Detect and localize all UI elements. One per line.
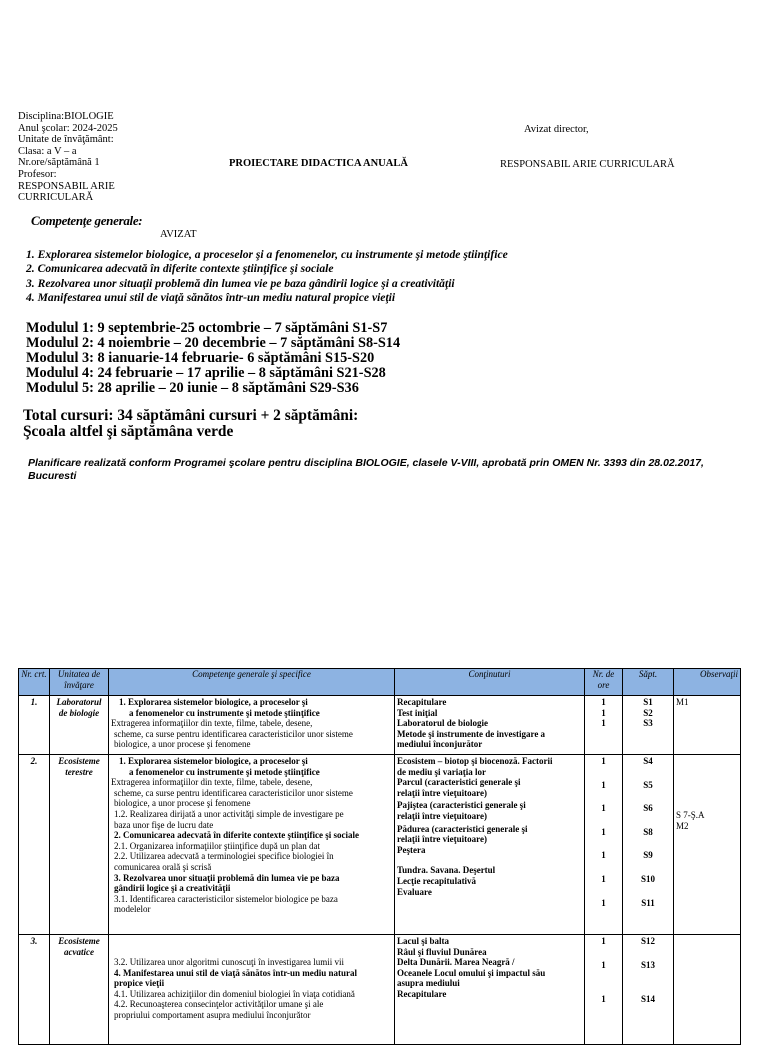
row-sapt (623, 755, 674, 935)
module-item: Modulul 5: 28 aprilie – 20 iunie – 8 săptămâni S29-S36 (26, 379, 359, 396)
comp-line: 4. Manifestarea unui stil de viaţă sănătos într-un mediu natural (114, 967, 358, 978)
disciplina-text: Disciplina:BIOLOGIE (18, 111, 114, 122)
comp-line: modelelor (114, 904, 151, 915)
nr-ore-text: Nr.ore/săptămână 1 (18, 157, 100, 169)
ore-value: 1 (601, 897, 606, 908)
row-obs (674, 755, 741, 935)
responsabil-text-1: RESPONSABIL ARIE (18, 180, 115, 192)
ore-value: 1 (601, 756, 606, 766)
ore-value: 1 (601, 826, 606, 837)
comp-line: 3. Rezolvarea unor situaţii problemă din lumea vie pe baza (114, 872, 340, 883)
ore-value: 1 (601, 994, 606, 1005)
comp-line: 3.1. Identificarea caracteristicilor sistemelor biologice pe baza (114, 893, 338, 904)
comp-line: 1. Explorarea sistemelor biologice, a proceselor şi (119, 697, 308, 707)
content-line: Laboratorul de biologie (397, 718, 489, 729)
content-line: de mediu şi variaţia lor (397, 766, 486, 777)
header-competente: Competenţe generale şi specifice (109, 669, 395, 696)
content-line: relaţii între vieţuitoare) (397, 810, 487, 821)
document-header-info (18, 111, 168, 204)
row-unit: Ecosisteme acvatice (50, 935, 109, 1045)
sapt-value: S5 (643, 779, 653, 790)
sapt-value: S14 (640, 994, 655, 1005)
comp-line: 4.1. Utilizarea achiziţiilor din domeniul biologiei în viaţa cotidiană (114, 988, 355, 999)
planning-table (18, 668, 741, 1045)
sapt-value: S13 (640, 959, 655, 970)
content-line: Râul şi fluviul Dunărea (397, 946, 487, 957)
row-continuturi (395, 935, 585, 1045)
sapt-value: S2 (643, 707, 653, 718)
avizat-text: AVIZAT (160, 229, 197, 240)
row-nr: 1. (19, 696, 50, 755)
content-line: Parcul (caracteristici generale şi (397, 777, 521, 788)
row-nr: 3. (19, 935, 50, 1045)
ore-value: 1 (601, 707, 606, 718)
header-continuturi: Conţinuturi (395, 669, 585, 696)
content-line: Lacul şi balta (397, 936, 450, 946)
content-line: Pajiştea (caracteristici generale şi (397, 800, 526, 811)
planificare-note: Planificare realizată conform Programei şcolare pentru disciplina BIOLOGIE, clasele V-VIII, aprobată prin OMEN Nr. 3393 din 28.02.2017, Bucuresti (28, 457, 704, 482)
responsabil-arie-text: RESPONSABIL ARIE CURRICULARĂ (500, 159, 675, 170)
header-nr: Nr. crt. (19, 669, 50, 696)
row-ore (585, 755, 623, 935)
comp-line: a fenomenelor cu instrumente şi metode ştiinţifice (129, 707, 320, 718)
competente-heading: Competenţe generale: (31, 213, 143, 228)
obs-line: S 7-Ş.A (676, 810, 705, 820)
content-line: Pădurea (caracteristici generale şi (397, 823, 528, 834)
sapt-value: S4 (643, 756, 653, 766)
unitate-text: Unitate de învăţământ: (18, 134, 114, 146)
obs-line: M2 (676, 820, 689, 831)
ore-value: 1 (601, 779, 606, 790)
content-line: Recapitulare (397, 697, 447, 707)
total-line-1: Total cursuri: 34 săptămâni cursuri + 2 săptămâni: (23, 407, 359, 424)
comp-line: propice vieţii (114, 978, 165, 989)
comp-line: 1. Explorarea sistemelor biologice, a proceselor şi (119, 756, 308, 766)
module-item: Modulul 4: 24 februarie – 17 aprilie – 8 săptămâni S21-S28 (26, 364, 386, 381)
ore-value: 1 (601, 850, 606, 861)
row-sapt (623, 935, 674, 1045)
header-unitate: Unitatea de învăţare (50, 669, 109, 696)
comp-line: 1.2. Realizarea dirijată a unor activităţi simple de investigare pe (114, 808, 344, 819)
document-title: PROIECTARE DIDACTICA ANUALĂ (229, 158, 408, 169)
comp-line: biologice, a unor procese şi fenomene (114, 798, 251, 809)
avizat-director-text: Avizat director, (524, 124, 589, 135)
ore-value: 1 (601, 936, 606, 946)
sapt-value: S1 (643, 697, 653, 707)
competenta-item: 2. Comunicarea adecvată în diferite contexte ştiinţifice şi sociale (26, 262, 334, 276)
comp-line: biologice, a unor procese şi fenomene (114, 739, 251, 750)
ore-value: 1 (601, 959, 606, 970)
row-obs (674, 935, 741, 1045)
sapt-value: S6 (643, 803, 653, 814)
competenta-item: 3. Rezolvarea unor situaţii problemă din lumea vie pe baza gândirii logice şi a creativităţii (26, 276, 455, 290)
content-line: asupra mediului (397, 978, 460, 989)
comp-line: 3.2. Utilizarea unor algoritmi cunoscuţi în investigarea lumii vii (114, 957, 344, 967)
row-obs: M1 (674, 696, 741, 755)
comp-line: gândirii logice şi a creativităţii (114, 883, 231, 894)
row-ore (585, 696, 623, 755)
comp-line: propriului comportament asupra mediului înconjurător (114, 1009, 311, 1020)
header-ore: Nr. de ore (585, 669, 623, 696)
content-line: Recapitulare (397, 988, 447, 999)
row-competente (109, 935, 395, 1045)
competente-list (26, 248, 508, 306)
content-line: Evaluare (397, 886, 432, 897)
sapt-value: S10 (640, 873, 655, 884)
comp-line: 2. Comunicarea adecvată în diferite contexte ştiinţifice şi sociale (114, 830, 360, 841)
responsabil-text-2: CURRICULARĂ (18, 192, 94, 204)
comp-line: comunicarea orală şi scrisă (114, 861, 212, 872)
table-row (19, 696, 741, 755)
sapt-value: S8 (643, 826, 653, 837)
sapt-value: S12 (640, 936, 655, 946)
content-line: Tundra. Savana. Deşertul (397, 865, 496, 876)
comp-line: Extragerea informaţiilor din texte, filme, tabele, desene, (111, 718, 313, 729)
sapt-value: S11 (641, 897, 655, 908)
row-competente (109, 755, 395, 935)
ore-value: 1 (601, 718, 606, 729)
comp-line: baza unor fişe de lucru date (114, 819, 214, 830)
comp-line: scheme, ca surse pentru identificarea caracteristicilor unor sisteme (114, 728, 353, 739)
competenta-item: 4. Manifestarea unui stil de viaţă sănătos într-un mediu natural propice vieţii (26, 291, 396, 305)
comp-line: 2.1. Organizarea informaţiilor ştiinţifice după un plan dat (114, 840, 321, 851)
row-continuturi (395, 755, 585, 935)
header-sapt: Săpt. (623, 669, 674, 696)
content-line: Ecosistem – biotop şi biocenoză. Factorii (397, 756, 553, 766)
row-competente (109, 696, 395, 755)
content-line: Lecţie recapitulativă (397, 875, 477, 886)
content-line: Delta Dunării. Marea Neagră / (397, 957, 515, 968)
comp-line: Extragerea informaţiilor din texte, filme, tabele, desene, (111, 777, 313, 788)
table-row (19, 935, 741, 1045)
total-cursuri (23, 408, 358, 440)
content-line: Peştera (397, 844, 426, 855)
ore-value: 1 (601, 697, 606, 707)
clasa-text: Clasa: a V – a (18, 145, 77, 157)
content-line: relaţii între vieţuitoare) (397, 787, 487, 798)
row-sapt (623, 696, 674, 755)
table-header-row (19, 669, 741, 696)
module-item: Modulul 1: 9 septembrie-25 octombrie – 7 săptămâni S1-S7 (26, 320, 388, 336)
content-line: relaţii între vieţuitoare) (397, 834, 487, 845)
row-continuturi (395, 696, 585, 755)
profesor-text: Profesor: (18, 168, 57, 180)
header-obs: Observaţii (674, 669, 741, 696)
content-line: Metode şi instrumente de investigare a (397, 728, 546, 739)
ore-value: 1 (601, 873, 606, 884)
content-line: Test iniţial (397, 707, 438, 718)
modules-list (26, 321, 400, 396)
module-item: Modulul 3: 8 ianuarie-14 februarie- 6 săptămâni S15-S20 (26, 349, 375, 366)
module-item: Modulul 2: 4 noiembrie – 20 decembrie – 7 săptămâni S8-S14 (26, 334, 401, 351)
row-unit: Laboratorul de biologie (50, 696, 109, 755)
content-line: mediului înconjurător (397, 739, 483, 750)
ore-value: 1 (601, 803, 606, 814)
competenta-item: 1. Explorarea sistemelor biologice, a proceselor şi a fenomenelor, cu instrumente şi metode ştiinţifice (26, 248, 508, 261)
an-scolar-text: Anul şcolar: 2024-2025 (18, 122, 118, 134)
content-line: Oceanele Locul omului şi impactul său (397, 967, 546, 978)
comp-line: 4.2. Recunoaşterea consecinţelor activităţilor umane şi ale (114, 999, 324, 1010)
comp-line: scheme, ca surse pentru identificarea caracteristicilor unor sisteme (114, 787, 353, 798)
table-row (19, 755, 741, 935)
total-line-2: Şcoala altfel şi săptămâna verde (23, 422, 234, 440)
sapt-value: S3 (643, 718, 653, 729)
row-nr: 2. (19, 755, 50, 935)
row-ore (585, 935, 623, 1045)
row-unit: Ecosisteme terestre (50, 755, 109, 935)
comp-line: a fenomenelor cu instrumente şi metode ştiinţifice (129, 766, 320, 777)
comp-line: 2.2. Utilizarea adecvată a terminologiei specifice biologiei în (114, 851, 334, 862)
sapt-value: S9 (643, 850, 653, 861)
